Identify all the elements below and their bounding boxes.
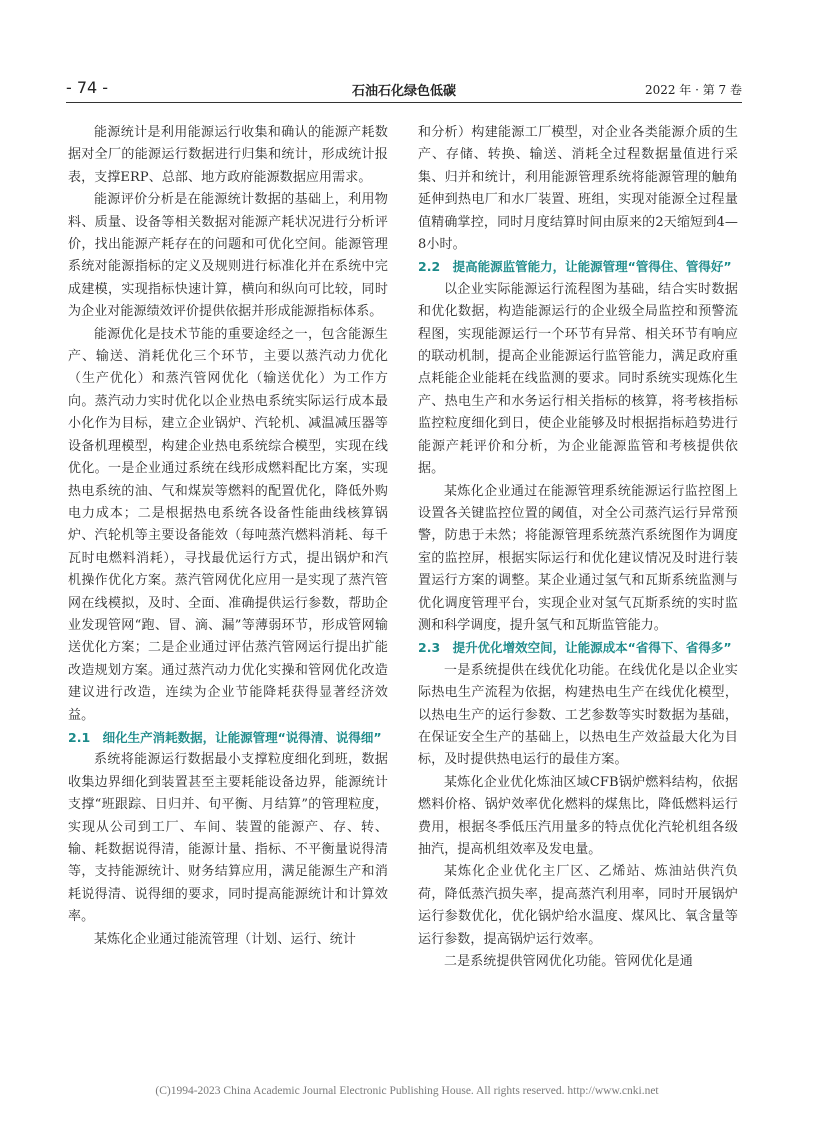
paragraph: 某炼化企业通过在能源管理系统能源运行监控图上设置各关键监控位置的阈值，对全公司蒸汽运行异常预警，防患于未然；将能源管理系统蒸汽系统图作为调度室的监控屏，根据实际运行和优化建议情况及时进行装置运行方案的调整。某企业通过氢气和瓦斯系统监测与优化调度管理平台，实现企业对氢气瓦斯系统的实时监测和科学调度，提升氢气和瓦斯监管能力。 [418,483,738,633]
page-number: - 74 - [66,78,109,97]
header-rule [66,102,742,103]
section-heading: 2.1 细化生产消耗数据，让能源管理“说得清、说得细” [68,729,382,745]
paragraph: 系统将能源运行数据最小支撑粒度细化到班，数据收集边界细化到装置甚至主要耗能设备边界，能源统计支撑“班跟踪、日归并、旬平衡、月结算”的管理粒度，实现从公司到工厂、车间、装置的能源产、存、转、输、耗数据说得清，能源计量、指标、不平衡量说得清等，支持能源统计、财务结算应用，满足能源生产和消耗说得清、说得细的要求，同时提高能源统计和计算效率。 [68,752,388,925]
journal-title: 石油石化绿色低碳 [351,84,456,99]
section-heading: 2.3 提升优化增效空间，让能源成本“省得下、省得多” [418,640,732,656]
paragraph: 某炼化企业优化主厂区、乙烯站、炼油站供汽负荷，降低蒸汽损失率，提高蒸汽利用率，同时开展锅炉运行参数优化，优化锅炉给水温度、煤风比、氧含量等运行参数，提高锅炉运行效率。 [418,864,738,947]
paragraph: 能源优化是技术节能的重要途经之一，包含能源生产、输送、消耗优化三个环节，主要以蒸汽动力优化（生产优化）和蒸汽管网优化（输送优化）为工作方向。蒸汽动力实时优化以企业热电系统实际运行成本最小化作为目标，建立企业锅炉、汽轮机、减温减压器等设备机理模型，构建企业热电系统综合模型，实现在线优化。一是企业通过系统在线形成燃料配比方案，实现热电系统的油、气和煤炭等燃料的配置优化，降低外购电力成本；二是根据热电系统各设备性能曲线核算锅炉、汽轮机等主要设备能效（每吨蒸汽燃料消耗、每千瓦时电燃料消耗），寻找最优运行方式，提出锅炉和汽机操作优化方案。蒸汽管网优化应用一是实现了蒸汽管网在线模拟，及时、全面、准确提供运行参数，帮助企业发现管网“跑、冒、滴、漏”等薄弱环节，形成管网输送优化方案；二是企业通过评估蒸汽管网运行提出扩能改造规划方案。通过蒸汽动力优化实操和管网优化改造建议进行改造，连续为企业节能降耗获得显著经济效益。 [68,326,388,723]
issue-info: 2022 年 · 第 7 卷 [644,83,742,97]
paragraph: 一是系统提供在线优化功能。在线优化是以企业实际热电生产流程为依据，构建热电生产在线优化模型，以热电生产的运行参数、工艺参数等实时数据为基础，在保证安全生产的基础上，以热电生产效益最大化为目标，及时提供热电运行的最佳方案。 [418,662,738,768]
paragraph: 某炼化企业通过能流管理（计划、运行、统计 [94,931,357,947]
right-column [418,122,738,973]
paragraph: 以企业实际能源运行流程图为基础，结合实时数据和优化数据，构造能源运行的企业级全局监控和预警流程图，实现能源运行一个环节有异常、相关环节有响应的联动机制，提高企业能源运行监管能力，满足政府重点耗能企业能耗在线监测的要求。同时系统实现炼化生产、热电生产和水务运行相关指标的核算，将考核指标监控粒度细化到日，使企业能够及时根据指标趋势进行能源产耗评价和分析，为企业能源监管和考核提供依据。 [418,281,738,477]
paragraph: 和分析）构建能源工厂模型，对企业各类能源介质的生产、存储、转换、输送、消耗全过程数据量值进行采集、归并和统计，利用能源管理系统将能源管理的触角延伸到热电厂和水厂装置、班组，实现对能源全过程量值精确掌控，同时月度结算时间由原来的2天缩短到4—8小时。 [418,125,738,253]
paragraph: 能源评价分析是在能源统计数据的基础上，利用物料、质量、设备等相关数据对能源产耗状况进行分析评价，找出能源产耗存在的问题和可优化空间。能源管理系统对能源指标的定义及规则进行标准化并在系统中完成建模，实现指标快速计算，横向和纵向可比较，同时为企业对能源绩效评价提供依据并形成能源指标体系。 [68,192,388,320]
copyright-footer: (C)1994-2023 China Academic Journal Electronic Publishing House. All rights reserved. http://www.cnki.net [155,1085,659,1097]
paragraph: 能源统计是利用能源运行收集和确认的能源产耗数据对全厂的能源运行数据进行归集和统计，形成统计报表，支撑ERP、总部、地方政府能源数据应用需求。 [68,125,388,185]
paragraph: 某炼化企业优化炼油区域CFB锅炉燃料结构，依据燃料价格、锅炉效率优化燃料的煤焦比，降低燃料运行费用，根据冬季低压汽用量多的特点优化汽轮机组各级抽汽，提高机组效率及发电量。 [418,774,738,857]
paragraph: 二是系统提供管网优化功能。管网优化是通 [444,954,693,970]
left-column [68,122,388,951]
section-heading: 2.2 提高能源监管能力，让能源管理“管得住、管得好” [418,259,732,275]
running-header [66,76,742,106]
